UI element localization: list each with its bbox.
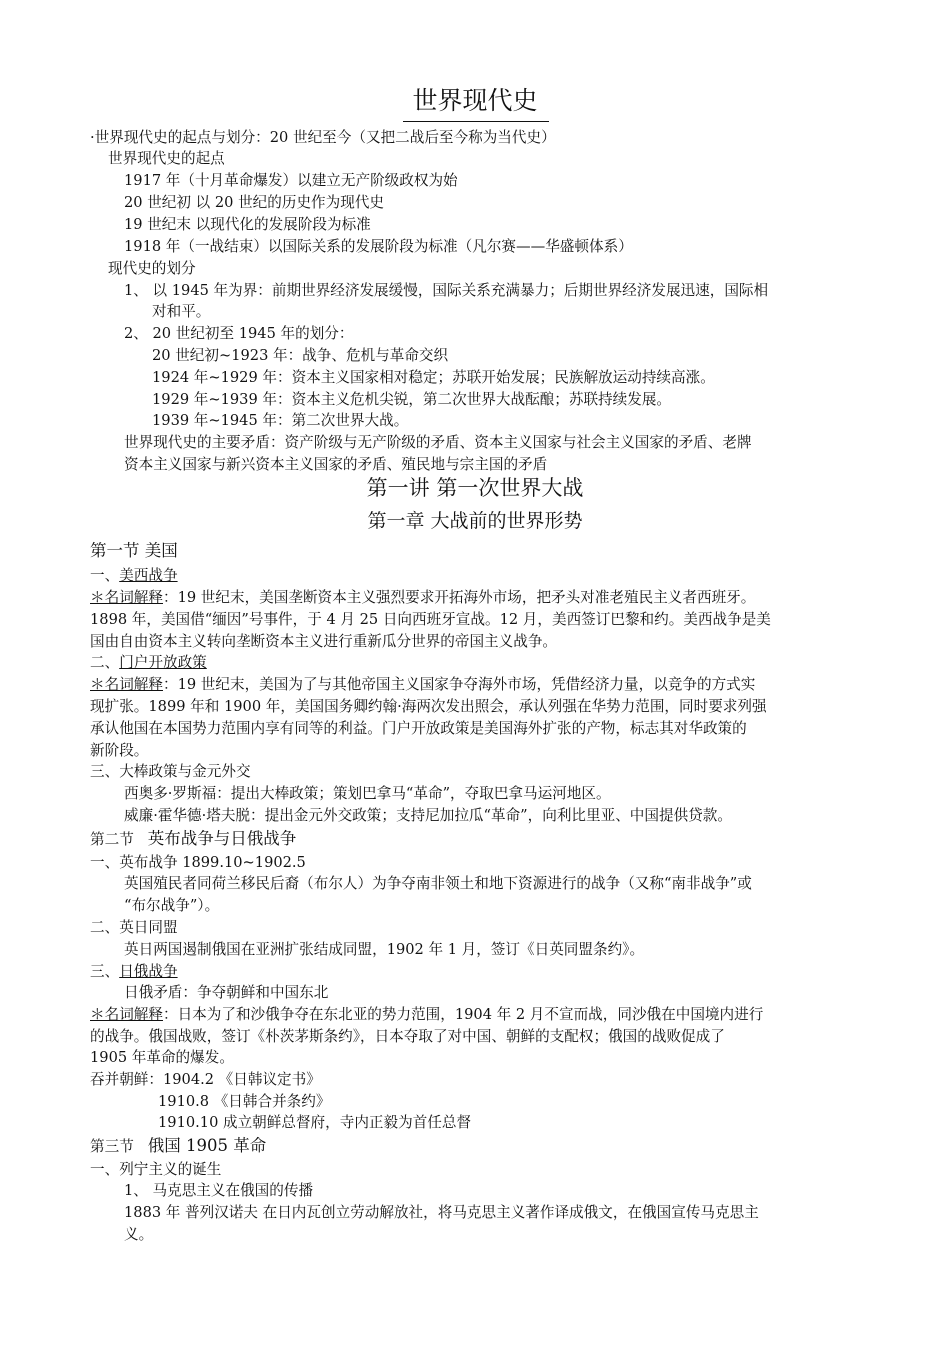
paragraph-line: 1910.10 成立朝鲜总督府，寺内正毅为首任总督: [158, 1114, 472, 1131]
term-label: ＊名词解释: [90, 1006, 163, 1023]
term-label: ＊名词解释: [90, 676, 163, 693]
paragraph-line: 1898 年，美国借“缅因”号事件，于 4 月 25 日向西班牙宣战。12 月，美西签订巴黎和约。美西战争是美: [90, 611, 771, 628]
paragraph-line: 吞并朝鲜：1904.2 《日韩议定书》: [90, 1071, 321, 1088]
intro-line: 1939 年~1945 年：第二次世界大战。: [152, 412, 409, 429]
section-heading: [90, 828, 296, 850]
subsection-number: 一、: [90, 567, 120, 584]
intro-line: 1918 年（一战结束）以国际关系的发展阶段为标准（凡尔赛——华盛顿体系）: [124, 238, 633, 255]
subsection-heading: 三、大棒政策与金元外交: [90, 763, 251, 780]
section-title: 英布战争与日俄战争: [147, 829, 297, 848]
paragraph-line: 1、 马克思主义在俄国的传播: [124, 1182, 314, 1199]
intro-line: 世界现代史的主要矛盾：资产阶级与无产阶级的矛盾、资本主义国家与社会主义国家的矛盾、老牌: [124, 434, 752, 451]
intro-line: 1、 以 1945 年为界：前期世界经济发展缓慢，国际关系充满暴力；后期世界经济发展迅速，国际相: [124, 282, 769, 299]
subsection-heading: [90, 962, 178, 982]
intro-line: ·世界现代史的起点与划分：20 世纪至今（又把二战后至今称为当代史）: [90, 129, 556, 146]
subsection-title: 美西战争: [119, 567, 178, 584]
paragraph-line: 现扩张。1899 年和 1900 年，美国国务卿约翰·海两次发出照会，承认列强在华势力范围，同时要求列强: [90, 698, 767, 715]
subsection-number: 三、: [90, 963, 120, 980]
paragraph-line: 1910.8 《日韩合并条约》: [158, 1093, 331, 1110]
paragraph-text: ：日本为了和沙俄争夺在东北亚的势力范围，1904 年 2 月不宣而战，同沙俄在中国境内进行: [162, 1006, 764, 1023]
section-heading: [90, 1135, 266, 1157]
paragraph-line: 义。: [124, 1226, 154, 1243]
intro-line: 20 世纪初~1923 年：战争、危机与革命交织: [152, 347, 449, 364]
paragraph-line: 西奥多·罗斯福：提出大棒政策；策划巴拿马“革命”，夺取巴拿马运河地区。: [124, 785, 611, 802]
paragraph-line: [90, 1005, 763, 1025]
paragraph-line: 英国殖民者同荷兰移民后裔（布尔人）为争夺南非领土和地下资源进行的战争（又称“南非战争”或: [124, 875, 752, 892]
paragraph-line: 英日两国遏制俄国在亚洲扩张结成同盟，1902 年 1 月，签订《日英同盟条约》。: [124, 941, 645, 958]
intro-line: 资本主义国家与新兴资本主义国家的矛盾、殖民地与宗主国的矛盾: [124, 456, 548, 473]
paragraph-line: 的战争。俄国战败，签订《朴茨茅斯条约》，日本夺取了对中国、朝鲜的支配权；俄国的战败促成了: [90, 1028, 725, 1045]
lecture-heading: 第一讲 第一次世界大战: [366, 476, 584, 500]
paragraph-line: 日俄矛盾：争夺朝鲜和中国东北: [124, 984, 329, 1001]
section-heading: 第一节 美国: [90, 541, 178, 560]
subsection-heading: [90, 653, 207, 673]
paragraph-text: ：19 世纪末，美国为了与其他帝国主义国家争夺海外市场，凭借经济力量，以竞争的方式实: [162, 676, 756, 693]
term-label: ＊名词解释: [90, 589, 163, 606]
intro-line: 20 世纪初 以 20 世纪的历史作为现代史: [124, 194, 385, 211]
intro-line: 对和平。: [152, 303, 211, 320]
subsection-title: 日俄战争: [119, 963, 178, 980]
paragraph-line: 1905 年革命的爆发。: [90, 1049, 234, 1066]
document-title: 世界现代史: [412, 86, 538, 115]
subsection-heading: 二、英日同盟: [90, 919, 178, 936]
intro-line: 19 世纪末 以现代化的发展阶段为标准: [124, 216, 371, 233]
section-label: 第二节: [90, 831, 134, 848]
paragraph-line: 承认他国在本国势力范围内享有同等的利益。门户开放政策是美国海外扩张的产物，标志其对华政策的: [90, 720, 747, 737]
paragraph-line: 新阶段。: [90, 742, 149, 759]
section-title: 俄国 1905 革命: [147, 1136, 267, 1155]
chapter-heading: 第一章 大战前的世界形势: [367, 510, 583, 532]
intro-line: 现代史的划分: [108, 260, 196, 277]
intro-line: 1917 年（十月革命爆发）以建立无产阶级政权为始: [124, 172, 458, 189]
subsection-number: 二、: [90, 654, 120, 671]
intro-line: 2、 20 世纪初至 1945 年的划分：: [124, 325, 354, 342]
title-underline: [403, 121, 549, 122]
paragraph-line: 国由自由资本主义转向垄断资本主义进行重新瓜分世界的帝国主义战争。: [90, 633, 558, 650]
paragraph-line: [90, 675, 755, 695]
paragraph-line: 1883 年 普列汉诺夫 在日内瓦创立劳动解放社，将马克思主义著作译成俄文，在俄国宣传马克思主: [124, 1204, 759, 1221]
intro-line: 1929 年~1939 年：资本主义危机尖锐，第二次世界大战酝酿；苏联持续发展。: [152, 391, 672, 408]
subsection-heading: [90, 566, 178, 586]
paragraph-line: “布尔战争”）。: [124, 897, 220, 914]
subsection-heading: 一、英布战争 1899.10~1902.5: [90, 854, 306, 871]
section-label: 第三节: [90, 1138, 134, 1155]
paragraph-line: 威廉·霍华德·塔夫脱：提出金元外交政策；支持尼加拉瓜“革命”，向利比里亚、中国提供贷款。: [124, 807, 732, 824]
subsection-title: 门户开放政策: [119, 654, 207, 671]
paragraph-line: [90, 588, 755, 608]
intro-line: 1924 年~1929 年：资本主义国家相对稳定；苏联开始发展；民族解放运动持续高涨。: [152, 369, 715, 386]
paragraph-text: ：19 世纪末，美国垄断资本主义强烈要求开拓海外市场，把矛头对准老殖民主义者西班牙。: [162, 589, 756, 606]
subsection-heading: 一、列宁主义的诞生: [90, 1161, 222, 1178]
intro-line: 世界现代史的起点: [108, 150, 225, 167]
